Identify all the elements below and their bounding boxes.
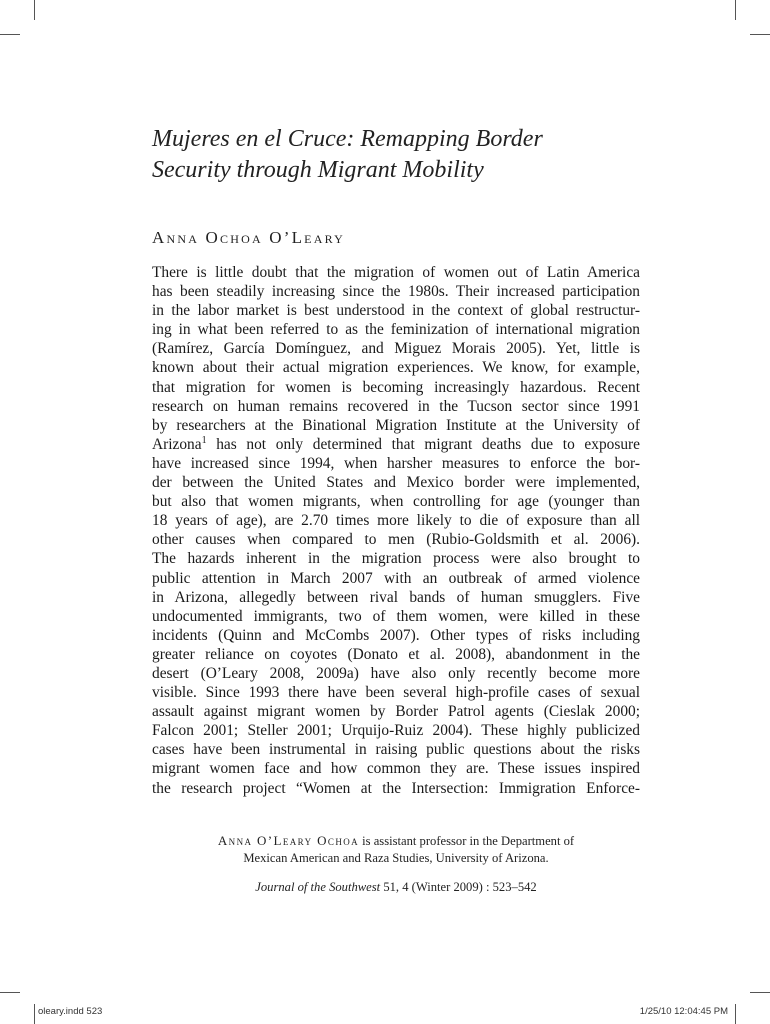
body-line-start: Arizona [152, 435, 202, 453]
body-line: research on human remains recovered in the Tucson sector since 1991 [152, 397, 640, 415]
author-note-line-1 [152, 832, 640, 850]
body-line: ing in what been referred to as the feminization of international migration [152, 321, 640, 339]
article-title [152, 124, 672, 186]
body-line: in Arizona, allegedly between rival bands of human smugglers. Five [152, 588, 640, 606]
journal-issue: 51, 4 (Winter 2009) : 523–542 [380, 880, 537, 894]
slug-filename: oleary.indd 523 [38, 1006, 103, 1017]
author-note-text-2: Mexican American and Raza Studies, University of Arizona. [243, 851, 549, 865]
journal-citation [152, 880, 640, 895]
body-line: public attention in March 2007 with an outbreak of armed violence [152, 569, 640, 587]
body-line: has been steadily increasing since the 1980s. Their increased participation [152, 283, 640, 301]
body-line: cases have been instrumental in raising public questions about the risks [152, 741, 640, 759]
body-line-with-footnote [152, 435, 640, 454]
body-line: Falcon 2001; Steller 2001; Urquijo-Ruiz 2004). These highly publicized [152, 722, 640, 740]
body-line: visible. Since 1993 there have been several high-profile cases of sexual [152, 684, 640, 702]
body-line: (Ramírez, García Domínguez, and Miguez Morais 2005). Yet, little is [152, 340, 640, 358]
crop-mark-top-left-h [0, 34, 20, 35]
crop-mark-top-right-h [750, 34, 770, 35]
body-line: desert (O’Leary 2008, 2009a) have also only recently become more [152, 664, 640, 682]
title-line-2: Security through Migrant Mobility [152, 157, 484, 183]
crop-mark-top-right-v [735, 0, 736, 20]
body-line-end: has not only determined that migrant deaths due to exposure [206, 435, 640, 453]
body-line: incidents (Quinn and McCombs 2007). Other types of risks including [152, 626, 640, 644]
body-line: have increased since 1994, when harsher measures to enforce the bor- [152, 454, 640, 472]
body-line: other causes when compared to men (Rubio-Goldsmith et al. 2006). [152, 531, 640, 549]
body-line: that migration for women is becoming increasingly hazardous. Recent [152, 378, 640, 396]
body-line: by researchers at the Binational Migration Institute at the University of [152, 416, 640, 434]
body-paragraph [152, 263, 640, 798]
body-line: the research project “Women at the Intersection: Immigration Enforce- [152, 779, 640, 797]
slug-timestamp: 1/25/10 12:04:45 PM [639, 1006, 728, 1017]
body-line: 18 years of age), are 2.70 times more likely to die of exposure than all [152, 512, 640, 530]
author-note-name: Anna O’Leary Ochoa [217, 833, 360, 848]
body-line: There is little doubt that the migration of women out of Latin America [152, 264, 640, 281]
body-line: The hazards inherent in the migration process were also brought to [152, 550, 640, 568]
body-line: undocumented immigrants, two of them women, were killed in these [152, 607, 640, 625]
crop-mark-bottom-right-v [735, 1004, 736, 1024]
title-line-1: Mujeres en el Cruce: Remapping Border [152, 126, 543, 152]
body-line: der between the United States and Mexico border were implemented, [152, 474, 640, 492]
body-line: in the labor market is best understood in the context of global restructur- [152, 302, 640, 320]
crop-mark-top-left-v [34, 0, 35, 20]
footnote-reference: 1 [201, 434, 207, 446]
body-line: greater reliance on coyotes (Donato et al. 2008), abandonment in the [152, 645, 640, 663]
author-name: Anna Ochoa O’Leary [152, 228, 345, 247]
crop-mark-bottom-left-h [0, 992, 20, 993]
body-line: migrant women face and how common they are. These issues inspired [152, 760, 640, 778]
crop-mark-bottom-right-h [750, 992, 770, 993]
crop-mark-bottom-left-v [34, 1004, 35, 1024]
body-line: known about their actual migration experiences. We know, for example, [152, 359, 640, 377]
author-note-text-1: is assistant professor in the Department of [359, 834, 575, 848]
journal-name: Journal of the Southwest [255, 880, 381, 894]
author-note [152, 832, 640, 867]
body-line: assault against migrant women by Border Patrol agents (Cieslak 2000; [152, 703, 640, 721]
body-line: but also that women migrants, when controlling for age (younger than [152, 493, 640, 511]
